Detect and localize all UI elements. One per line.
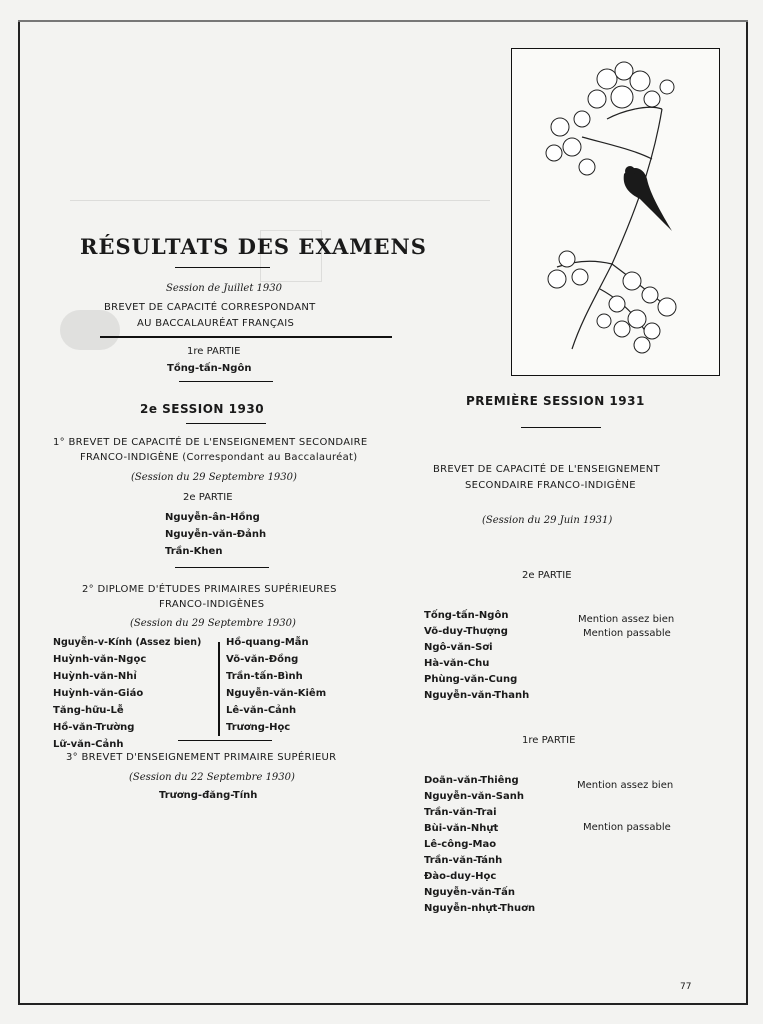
section1-partie: 2e PARTIE	[183, 492, 233, 503]
section1-date: (Session du 29 Septembre 1930)	[131, 472, 297, 483]
rule-2	[179, 381, 273, 382]
section2-date: (Session du 29 Septembre 1930)	[130, 618, 296, 629]
title-rule	[175, 267, 270, 268]
section2-col1-3: Huỳnh-văn-Nhỉ	[53, 671, 137, 682]
bleed-through	[60, 190, 480, 470]
section1-line1: 1° BREVET DE CAPACITÉ DE L'ENSEIGNEMENT SECONDAIRE	[53, 437, 368, 448]
right-partie1-name-6: Trần-văn-Tánh	[424, 855, 503, 866]
right-session-title: PREMIÈRE SESSION 1931	[466, 394, 645, 408]
rule-6	[521, 427, 601, 428]
right-partie1-mention-2: Mention passable	[583, 822, 671, 833]
right-partie1-heading: 1re PARTIE	[522, 735, 576, 746]
section2-col2-3: Trần-tấn-Bình	[226, 671, 303, 682]
partie1-heading: 1re PARTIE	[187, 346, 241, 357]
right-partie2-mention-2: Mention passable	[583, 628, 671, 639]
section1-name-2: Nguyễn-văn-Đảnh	[165, 529, 267, 540]
right-partie1-name-2: Nguyễn-văn-Sanh	[424, 791, 524, 802]
right-partie2-name-5: Phùng-văn-Cung	[424, 674, 518, 685]
section2-col1-2: Huỳnh-văn-Ngọc	[53, 654, 147, 665]
right-partie2-name-2: Võ-duy-Thượng	[424, 626, 508, 637]
section3-date: (Session du 22 Septembre 1930)	[129, 772, 295, 783]
right-partie2-name-6: Nguyễn-văn-Thanh	[424, 690, 530, 701]
right-partie1-name-8: Nguyễn-văn-Tấn	[424, 887, 515, 898]
session2-heading: 2e SESSION 1930	[140, 402, 265, 416]
page-number: 77	[680, 982, 692, 992]
session-juillet: Session de Juillet 1930	[166, 283, 282, 294]
rule-5	[178, 740, 272, 741]
rule-4	[175, 567, 269, 568]
section2-col1-6: Hồ-văn-Trường	[53, 722, 135, 733]
section2-col2-4: Nguyễn-văn-Kiêm	[226, 688, 327, 699]
right-partie1-name-5: Lê-công-Mao	[424, 839, 497, 850]
right-brevet-line2: SECONDAIRE FRANCO-INDIGÈNE	[465, 480, 636, 491]
column-divider	[218, 642, 220, 736]
right-partie1-mention-1: Mention assez bien	[577, 780, 674, 791]
partie1-name: Tồng-tấn-Ngôn	[167, 363, 252, 374]
right-partie1-name-1: Doãn-văn-Thiêng	[424, 775, 519, 786]
section1-name-3: Trần-Khen	[165, 546, 223, 557]
right-partie1-name-9: Nguyễn-nhựt-Thuơn	[424, 903, 536, 914]
section2-col1-1: Nguyễn-v-Kính (Assez bien)	[53, 637, 202, 648]
right-partie2-name-1: Tống-tấn-Ngôn	[424, 610, 509, 621]
section1-name-1: Nguyễn-ân-Hồng	[165, 512, 260, 523]
right-partie2-name-3: Ngô-văn-Sơi	[424, 642, 493, 653]
right-date: (Session du 29 Juin 1931)	[482, 515, 613, 526]
right-partie1-name-4: Bùi-văn-Nhựt	[424, 823, 499, 834]
section3-line1: 3° BREVET D'ENSEIGNEMENT PRIMAIRE SUPÉRIEUR	[66, 752, 337, 763]
rule-3	[186, 423, 266, 424]
section2-col1-5: Tăng-hữu-Lễ	[53, 705, 124, 716]
illustration-plate	[511, 48, 720, 376]
brevet-line1: BREVET DE CAPACITÉ CORRESPONDANT	[104, 302, 316, 313]
top-rule	[18, 20, 748, 22]
section2-col2-2: Võ-văn-Đồng	[226, 654, 299, 665]
blossom-branch-illustration	[512, 49, 718, 374]
section2-col2-5: Lê-văn-Cảnh	[226, 705, 297, 716]
page-title: RÉSULTATS DES EXAMENS	[80, 234, 427, 259]
section2-col2-6: Trương-Học	[226, 722, 291, 733]
section1-line2: FRANCO-INDIGÈNE (Correspondant au Baccalauréat)	[80, 452, 358, 463]
right-brevet-line1: BREVET DE CAPACITÉ DE L'ENSEIGNEMENT	[433, 464, 661, 475]
brevet-line2: AU BACCALAURÉAT FRANÇAIS	[137, 318, 295, 329]
section2-line2: FRANCO-INDIGÈNES	[159, 599, 265, 610]
right-partie2-mention-1: Mention assez bien	[578, 614, 675, 625]
section3-name: Trương-đăng-Tính	[159, 790, 258, 801]
section2-col1-4: Huỳnh-văn-Giáo	[53, 688, 144, 699]
right-partie1-name-7: Đào-duy-Học	[424, 871, 497, 882]
right-partie2-name-4: Hà-văn-Chu	[424, 658, 490, 669]
right-partie1-name-3: Trần-văn-Trai	[424, 807, 497, 818]
right-partie2-heading: 2e PARTIE	[522, 570, 572, 581]
section2-line1: 2° DIPLOME D'ÉTUDES PRIMAIRES SUPÉRIEURES	[82, 584, 337, 595]
section2-col1-7: Lữ-văn-Cảnh	[53, 739, 124, 750]
section2-col2-1: Hồ-quang-Mẫn	[226, 637, 309, 648]
rule-1	[100, 336, 392, 338]
